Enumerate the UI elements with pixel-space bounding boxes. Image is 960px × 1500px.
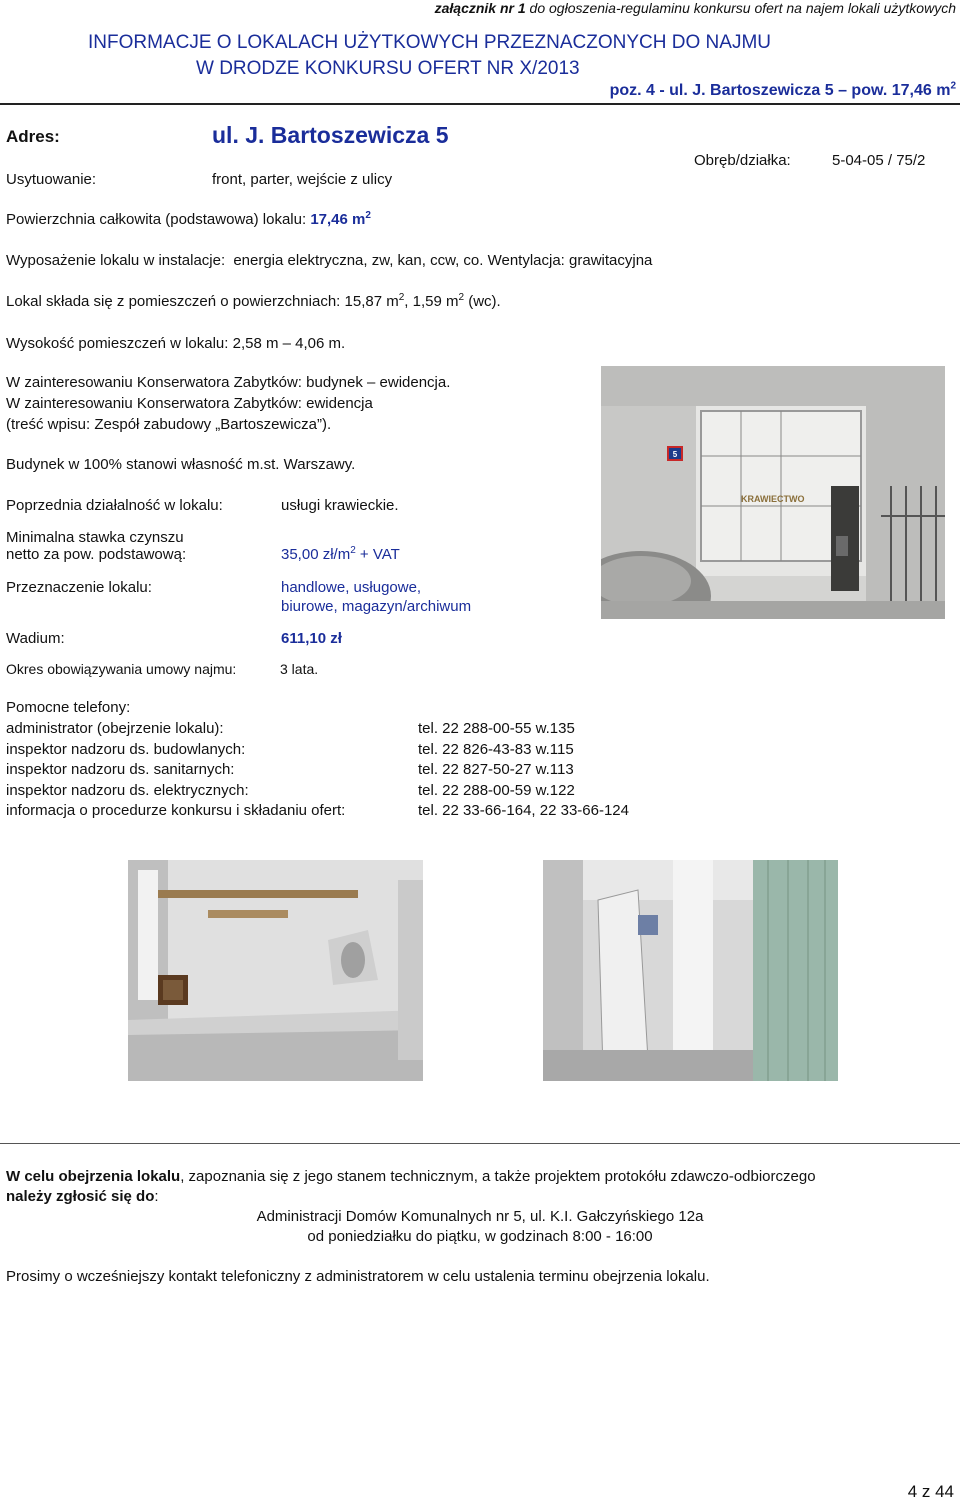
interior-photo-left [128, 860, 423, 1081]
report-to-bold: należy zgłosić się do [6, 1188, 155, 1205]
rent-value-sup: 2 [350, 545, 356, 556]
annex-note [435, 0, 956, 16]
interior-photo-right [543, 860, 838, 1081]
conservator-line2: W zainteresowaniu Konserwatora Zabytków: ewidencja [6, 395, 373, 412]
rent-label-line1: Minimalna stawka czynszu [6, 529, 184, 546]
equipment-label: Wyposażenie lokalu w instalacje: [6, 252, 226, 269]
report-to [6, 1188, 159, 1205]
shop-sign-text: KRAWIECTWO [741, 494, 805, 504]
contact-request: Prosimy o wcześniejszy kontakt telefoniczny z administratorem w celu ustalenia terminu obejrzenia lokalu. [6, 1268, 710, 1285]
admin-hours: od poniedziałku do piątku, w godzinach 8:00 - 16:00 [307, 1228, 653, 1245]
rent-label-line2: netto za pow. podstawową: [6, 546, 187, 563]
report-to-rest: : [154, 1188, 159, 1205]
deposit-value: 611,10 zł [281, 630, 342, 647]
deposit-label: Wadium: [6, 630, 65, 647]
height-row: Wysokość pomieszczeń w lokalu: 2,58 m – 4,06 m. [6, 335, 346, 352]
rooms-row [6, 293, 501, 310]
building-facade-photo [601, 366, 945, 619]
area-row [6, 211, 371, 228]
admin-address: Administracji Domów Komunalnych nr 5, ul. K.I. Gałczyńskiego 12a [256, 1208, 704, 1225]
equipment-row [6, 252, 652, 269]
area-value-text: 17,46 m [310, 211, 366, 228]
building-number-sign: 5 [672, 450, 678, 459]
rooms-sup-1: 2 [398, 292, 405, 303]
document-title-line1: INFORMACJE O LOKALACH UŻYTKOWYCH PRZEZNACZONYCH DO NAJMU [88, 32, 771, 53]
ownership-row: Budynek w 100% stanowi własność m.st. Warszawy. [6, 456, 356, 473]
address-label: Adres: [6, 127, 60, 146]
position-reference-sup: 2 [950, 80, 956, 92]
phones-title: Pomocne telefony: [6, 699, 131, 716]
area-value-sup: 2 [365, 210, 371, 221]
viewing-info [6, 1168, 816, 1185]
phone-row-value: tel. 22 288-00-59 w.122 [418, 781, 575, 799]
conservator-line3: (treść wpisu: Zespół zabudowy „Bartoszewicza”). [6, 416, 332, 433]
position-reference-text: poz. 4 - ul. J. Bartoszewicza 5 – pow. 17,46 m [609, 82, 951, 99]
document-title-line2: W DRODZE KONKURSU OFERT NR X/2013 [196, 58, 580, 79]
viewing-info-rest: , zapoznania się z jego stanem technicznym, a także projektem protokółu zdawczo-odbiorczego [180, 1168, 816, 1185]
rent-value [281, 546, 400, 563]
position-reference [610, 82, 956, 100]
annex-note-bold: załącznik nr 1 [434, 0, 526, 16]
purpose-line1: handlowe, usługowe, [281, 579, 422, 596]
address-value: ul. J. Bartoszewicza 5 [212, 122, 449, 148]
parcel-value: 5-04-05 / 75/2 [832, 152, 926, 169]
previous-value: usługi krawieckie. [281, 497, 399, 514]
rent-value-text: 35,00 zł/m [281, 546, 351, 563]
page-number: 4 z 44 [907, 1482, 954, 1500]
conservator-line1: W zainteresowaniu Konserwatora Zabytków: budynek – ewidencja. [6, 374, 451, 391]
location-label: Usytuowanie: [6, 171, 97, 188]
purpose-label: Przeznaczenie lokalu: [6, 579, 152, 596]
term-value: 3 lata. [280, 661, 319, 677]
location-value: front, parter, wejście z ulicy [212, 171, 393, 188]
rooms-sup-2: 2 [458, 292, 465, 303]
equipment-value: energia elektryczna, zw, kan, ccw, co. Wentylacja: grawitacyjna [233, 252, 653, 269]
phone-row-value: tel. 22 288-00-55 w.135 [418, 720, 575, 737]
phone-row-label: inspektor nadzoru ds. sanitarnych: [6, 761, 235, 778]
rooms-text-suffix: (wc). [464, 293, 501, 310]
term-label: Okres obowiązywania umowy najmu: [6, 661, 237, 677]
rooms-text-mid: , 1,59 m [404, 293, 459, 310]
rooms-text-prefix: Lokal składa się z pomieszczeń o powierzchniach: 15,87 m [6, 293, 399, 310]
phone-row-value: tel. 22 827-50-27 w.113 [418, 761, 574, 778]
phone-row-value: tel. 22 33-66-164, 22 33-66-124 [418, 802, 629, 819]
phone-row-label: informacja o procedurze konkursu i składaniu ofert: [6, 802, 346, 819]
parcel-label: Obręb/działka: [694, 152, 791, 169]
phone-row-value: tel. 22 826-43-83 w.115 [418, 740, 574, 758]
phone-row-label: inspektor nadzoru ds. budowlanych: [6, 740, 246, 758]
phone-row-label: inspektor nadzoru ds. elektrycznych: [6, 781, 249, 799]
area-value [310, 211, 371, 228]
purpose-line2: biurowe, magazyn/archiwum [281, 598, 472, 615]
annex-note-rest: do ogłoszenia-regulaminu konkursu ofert na najem lokali użytkowych [525, 0, 956, 16]
rent-value-vat: + VAT [355, 546, 400, 563]
area-label: Powierzchnia całkowita (podstawowa) lokalu: [6, 211, 307, 228]
header-divider [0, 103, 960, 105]
phone-row-label: administrator (obejrzenie lokalu): [6, 720, 224, 737]
footer-divider [0, 1143, 960, 1144]
previous-label: Poprzednia działalność w lokalu: [6, 497, 223, 514]
viewing-info-bold: W celu obejrzenia lokalu [6, 1168, 181, 1185]
